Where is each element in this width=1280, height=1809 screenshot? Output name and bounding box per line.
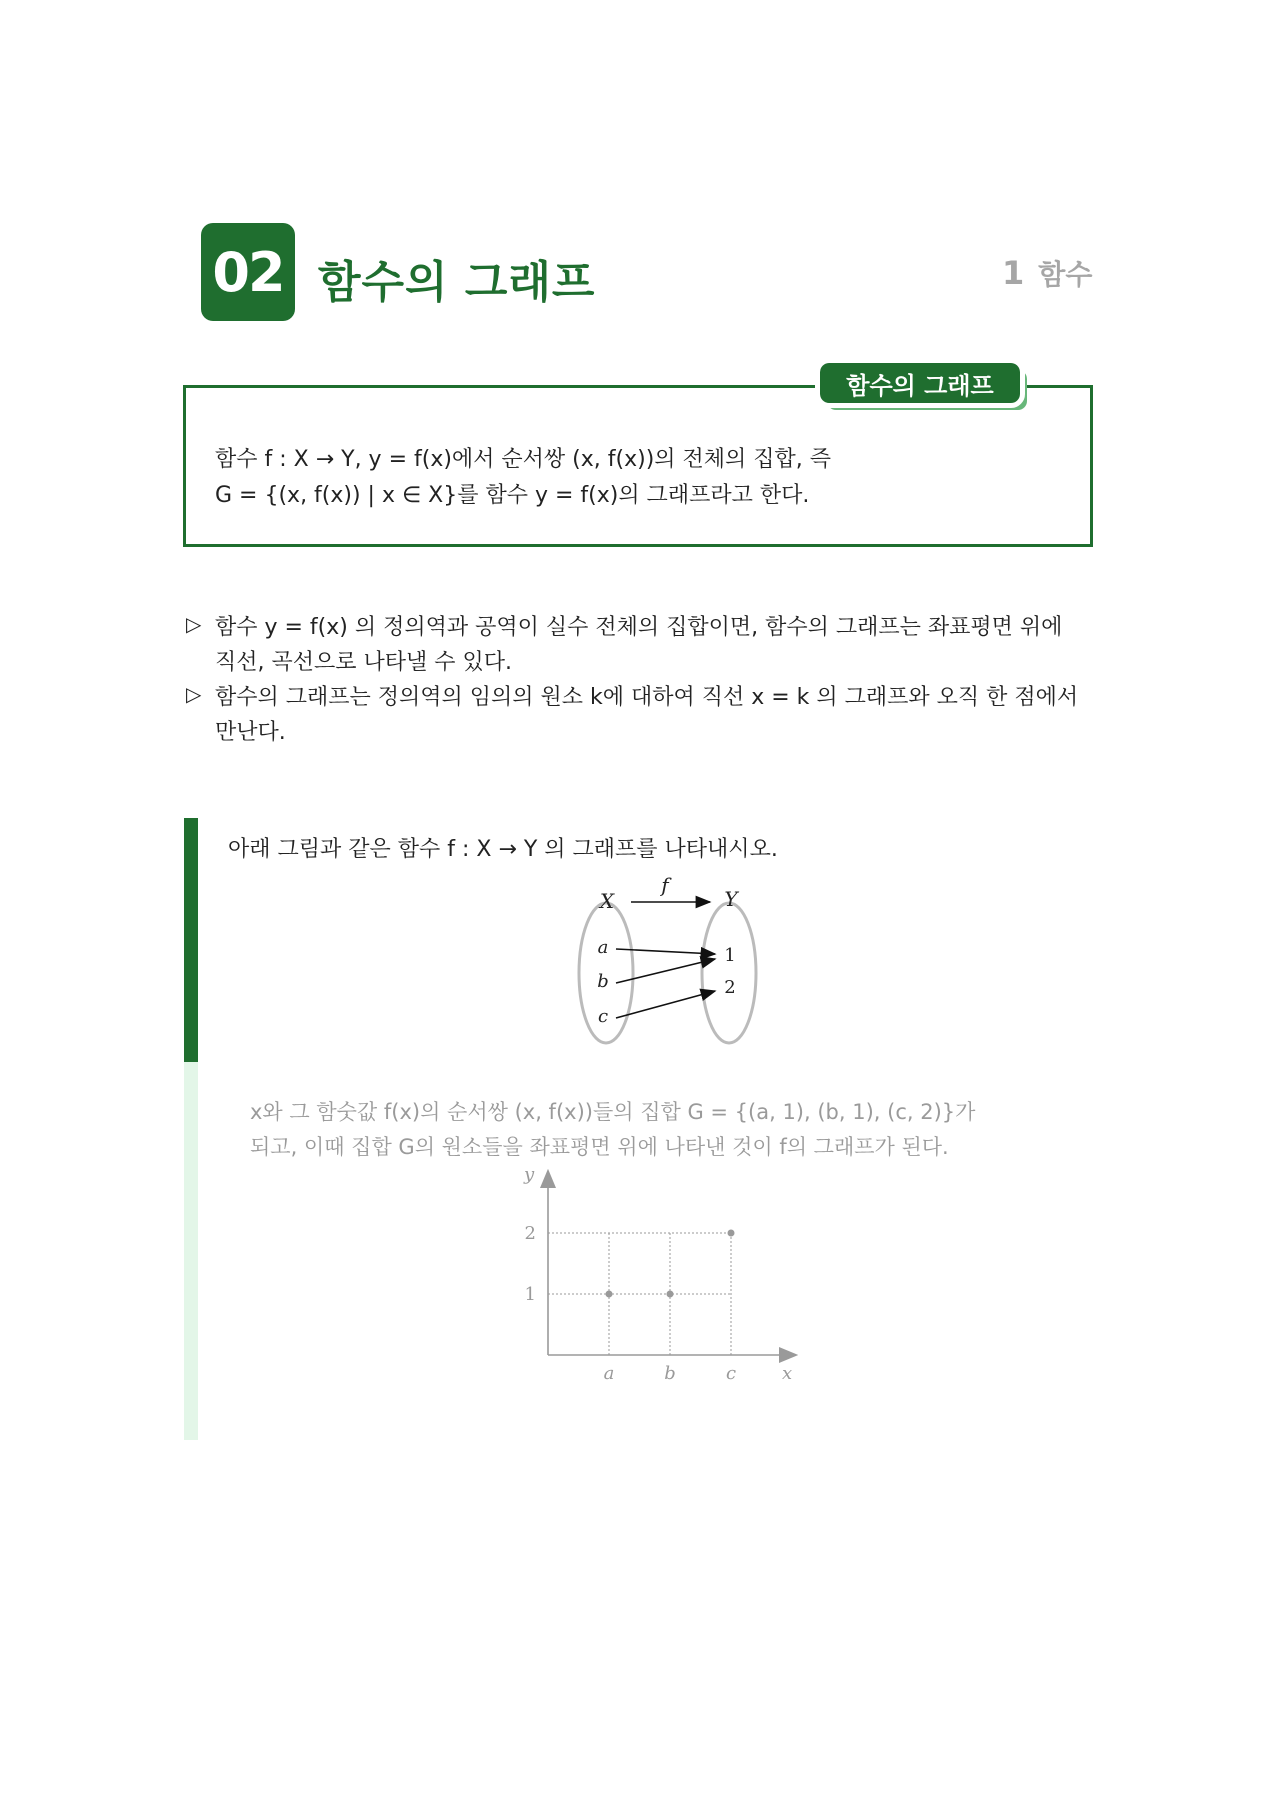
mapping-diagram xyxy=(560,875,780,1055)
solution-text-line-1: x와 그 함숫값 f(x)의 순서쌍 (x, f(x))들의 집합 G = {(a, 1), (b, 1), (c, 2)}가 xyxy=(250,1100,976,1124)
solution-text-line-2: 되고, 이때 집합 G의 원소들을 좌표평면 위에 나타낸 것이 f의 그래프가 된다. xyxy=(250,1135,949,1159)
definition-text-line-1: 함수 f : X → Y, y = f(x)에서 순서쌍 (x, f(x))의 전체의 집합, 즉 xyxy=(215,447,832,472)
codomain-element: 2 xyxy=(724,977,736,998)
bullet-1-line-1: 함수 y = f(x) 의 정의역과 공역이 실수 전체의 집합이면, 함수의 그래프는 좌표평면 위에 xyxy=(215,615,1063,640)
graph-point xyxy=(667,1291,674,1298)
section-title: 함수의 그래프 xyxy=(318,257,596,308)
solution-bar xyxy=(184,1062,198,1440)
function-graph xyxy=(505,1160,825,1400)
codomain-element: 1 xyxy=(724,945,736,966)
mapping-arrow xyxy=(616,959,715,983)
bullet-2-line-2: 만난다. xyxy=(215,720,286,745)
bullet-1-line-2: 직선, 곡선으로 나타낼 수 있다. xyxy=(215,650,512,675)
section-number-badge: 02 xyxy=(201,223,295,321)
domain-label: X xyxy=(599,889,615,913)
x-tick-label: a xyxy=(603,1363,615,1384)
codomain-set-ellipse xyxy=(702,903,756,1043)
definition-tab: 함수의 그래프 xyxy=(820,363,1020,403)
graph-point xyxy=(606,1291,613,1298)
codomain-label: Y xyxy=(724,887,738,911)
function-label: f xyxy=(661,875,669,897)
x-tick-label: c xyxy=(725,1363,737,1384)
x-axis-label: x xyxy=(782,1363,793,1384)
bullet-triangle-icon: ▷ xyxy=(186,612,202,636)
domain-element: a xyxy=(597,937,609,958)
chapter-number: 1 xyxy=(1002,254,1025,292)
graph-point xyxy=(728,1230,735,1237)
y-axis-label: y xyxy=(524,1164,535,1185)
chapter-label xyxy=(1002,253,1092,293)
example-question: 아래 그림과 같은 함수 f : X → Y 의 그래프를 나타내시오. xyxy=(228,837,778,862)
domain-element: b xyxy=(597,971,609,992)
y-tick-label: 2 xyxy=(524,1223,536,1244)
x-tick-label: b xyxy=(664,1363,676,1384)
chapter-title: 함수 xyxy=(1038,258,1093,291)
bullet-2-line-1: 함수의 그래프는 정의역의 임의의 원소 k에 대하여 직선 x = k 의 그래프와 오직 한 점에서 xyxy=(215,685,1079,710)
example-bar xyxy=(184,818,198,1062)
domain-element: c xyxy=(597,1006,609,1027)
y-tick-label: 1 xyxy=(524,1284,536,1305)
bullet-triangle-icon: ▷ xyxy=(186,682,202,706)
graph-grid xyxy=(548,1233,731,1355)
definition-text-line-2: G = {(x, f(x)) | x ∈ X}를 함수 y = f(x)의 그래프라고 한다. xyxy=(215,483,810,508)
